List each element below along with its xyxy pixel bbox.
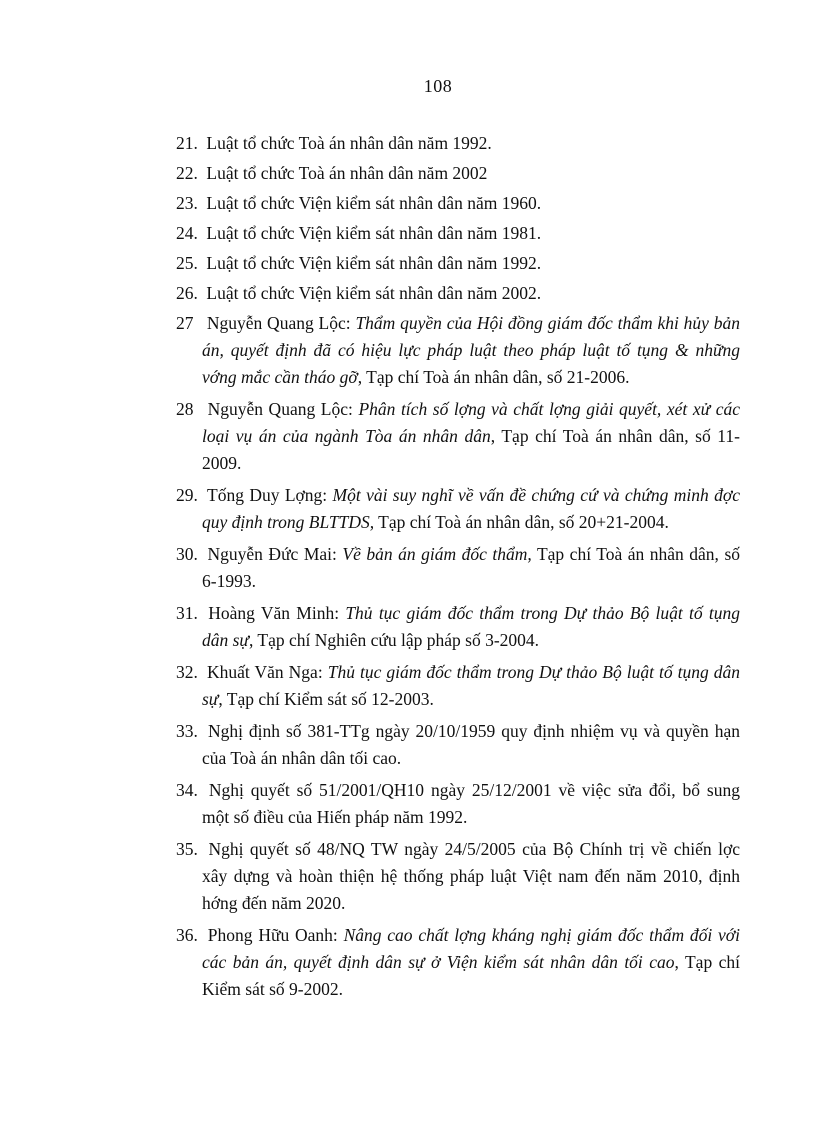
reference-number: 29. (176, 485, 198, 505)
reference-text: Luật tổ chức Viện kiểm sát nhân dân năm 1981. (206, 223, 542, 243)
reference-item (176, 160, 740, 187)
reference-title: Một vài suy nghĩ về vấn đề chứng cứ và chứng minh đợc quy định trong BLTTDS, (202, 485, 740, 532)
reference-number: 30. (176, 544, 198, 564)
reference-item (176, 836, 740, 917)
reference-number: 22. (176, 163, 198, 183)
reference-text: Luật tổ chức Toà án nhân dân năm 2002 (206, 163, 488, 183)
reference-title: Thẩm quyền của Hội đồng giám đốc thẩm khi hủy bản án, quyết định đã có hiệu lực pháp luật theo pháp luật tố tụng & những vớng mắc cần tháo gỡ (202, 313, 740, 387)
reference-author: Phong Hữu Oanh: (207, 925, 344, 945)
reference-author: Hoàng Văn Minh: (208, 603, 346, 623)
reference-text: Luật tổ chức Viện kiểm sát nhân dân năm 1992. (206, 253, 542, 273)
reference-title: Thủ tục giám đốc thẩm trong Dự thảo Bộ luật tố tụng dân sự (202, 603, 741, 650)
reference-author: Nguyễn Quang Lộc: (206, 313, 356, 333)
reference-text: Luật tổ chức Viện kiểm sát nhân dân năm 1960. (206, 193, 542, 213)
reference-number: 35. (176, 839, 198, 859)
reference-number: 23. (176, 193, 198, 213)
reference-number: 34. (176, 780, 198, 800)
reference-number: 31. (176, 603, 198, 623)
reference-number: 36. (176, 925, 198, 945)
reference-item (176, 396, 740, 477)
reference-number: 24. (176, 223, 198, 243)
reference-text: Luật tổ chức Viện kiểm sát nhân dân năm 2002. (206, 283, 542, 303)
reference-source: Tạp chí Toà án nhân dân, số 6-1993. (202, 544, 740, 591)
reference-number: 26. (176, 283, 198, 303)
reference-item (176, 600, 740, 654)
reference-author: Nguyễn Đức Mai: (207, 544, 343, 564)
reference-item (176, 190, 740, 217)
reference-author: Tống Duy Lợng: (207, 485, 333, 505)
reference-number: 33. (176, 721, 198, 741)
reference-item (176, 718, 740, 772)
reference-item (176, 482, 740, 536)
reference-number: 21. (176, 133, 198, 153)
reference-item (176, 250, 740, 277)
reference-source: , Tạp chí Toà án nhân dân, số 21-2006. (357, 367, 630, 387)
reference-title: Nâng cao chất lợng kháng nghị giám đốc thẩm đối với các bản án, quyết định dân sự ở Viện kiểm sát nhân dân tối cao (202, 925, 741, 972)
reference-source: Tạp chí Toà án nhân dân, số 20+21-2004. (374, 512, 669, 532)
reference-author: Khuất Văn Nga: (207, 662, 328, 682)
reference-item (176, 280, 740, 307)
reference-item (176, 541, 740, 595)
reference-source: , Tạp chí Kiểm sát số 12-2003. (218, 689, 434, 709)
reference-number: 28 (176, 399, 194, 419)
reference-item (176, 130, 740, 157)
reference-item (176, 310, 740, 391)
reference-source: , Tạp chí Toà án nhân dân, số 11-2009. (202, 426, 740, 473)
reference-list (176, 130, 740, 1008)
reference-source: , Tạp chí Nghiên cứu lập pháp số 3-2004. (248, 630, 540, 650)
reference-item (176, 922, 740, 1003)
reference-title: Thủ tục giám đốc thẩm trong Dự thảo Bộ luật tố tụng dân sự (202, 662, 741, 709)
page-number: 108 (423, 76, 453, 96)
reference-number: 27 (176, 313, 194, 333)
reference-title: Về bản án giám đốc thẩm, (342, 544, 532, 564)
reference-author: Nguyễn Quang Lộc: (207, 399, 359, 419)
reference-text: Nghị quyết số 51/2001/QH10 ngày 25/12/2001 về việc sửa đổi, bổ sung một số điều của Hiến pháp năm 1992. (202, 780, 740, 827)
reference-title: Phân tích số lợng và chất lợng giải quyết, xét xử các loại vụ án của ngành Tòa án nhân dân (202, 399, 741, 446)
reference-text: Luật tổ chức Toà án nhân dân năm 1992. (206, 133, 492, 153)
reference-number: 32. (176, 662, 198, 682)
reference-text: Nghị quyết số 48/NQ TW ngày 24/5/2005 của Bộ Chính trị về chiến lợc xây dựng và hoàn thiện hệ thống pháp luật Việt nam đến năm 2010, định hớng đến năm 2020. (202, 839, 740, 913)
reference-number: 25. (176, 253, 198, 273)
reference-item (176, 777, 740, 831)
reference-source: , Tạp chí Kiểm sát số 9-2002. (202, 952, 740, 999)
reference-item (176, 220, 740, 247)
reference-item (176, 659, 740, 713)
reference-text: Nghị định số 381-TTg ngày 20/10/1959 quy định nhiệm vụ và quyền hạn của Toà án nhân dân tối cao. (202, 721, 741, 768)
